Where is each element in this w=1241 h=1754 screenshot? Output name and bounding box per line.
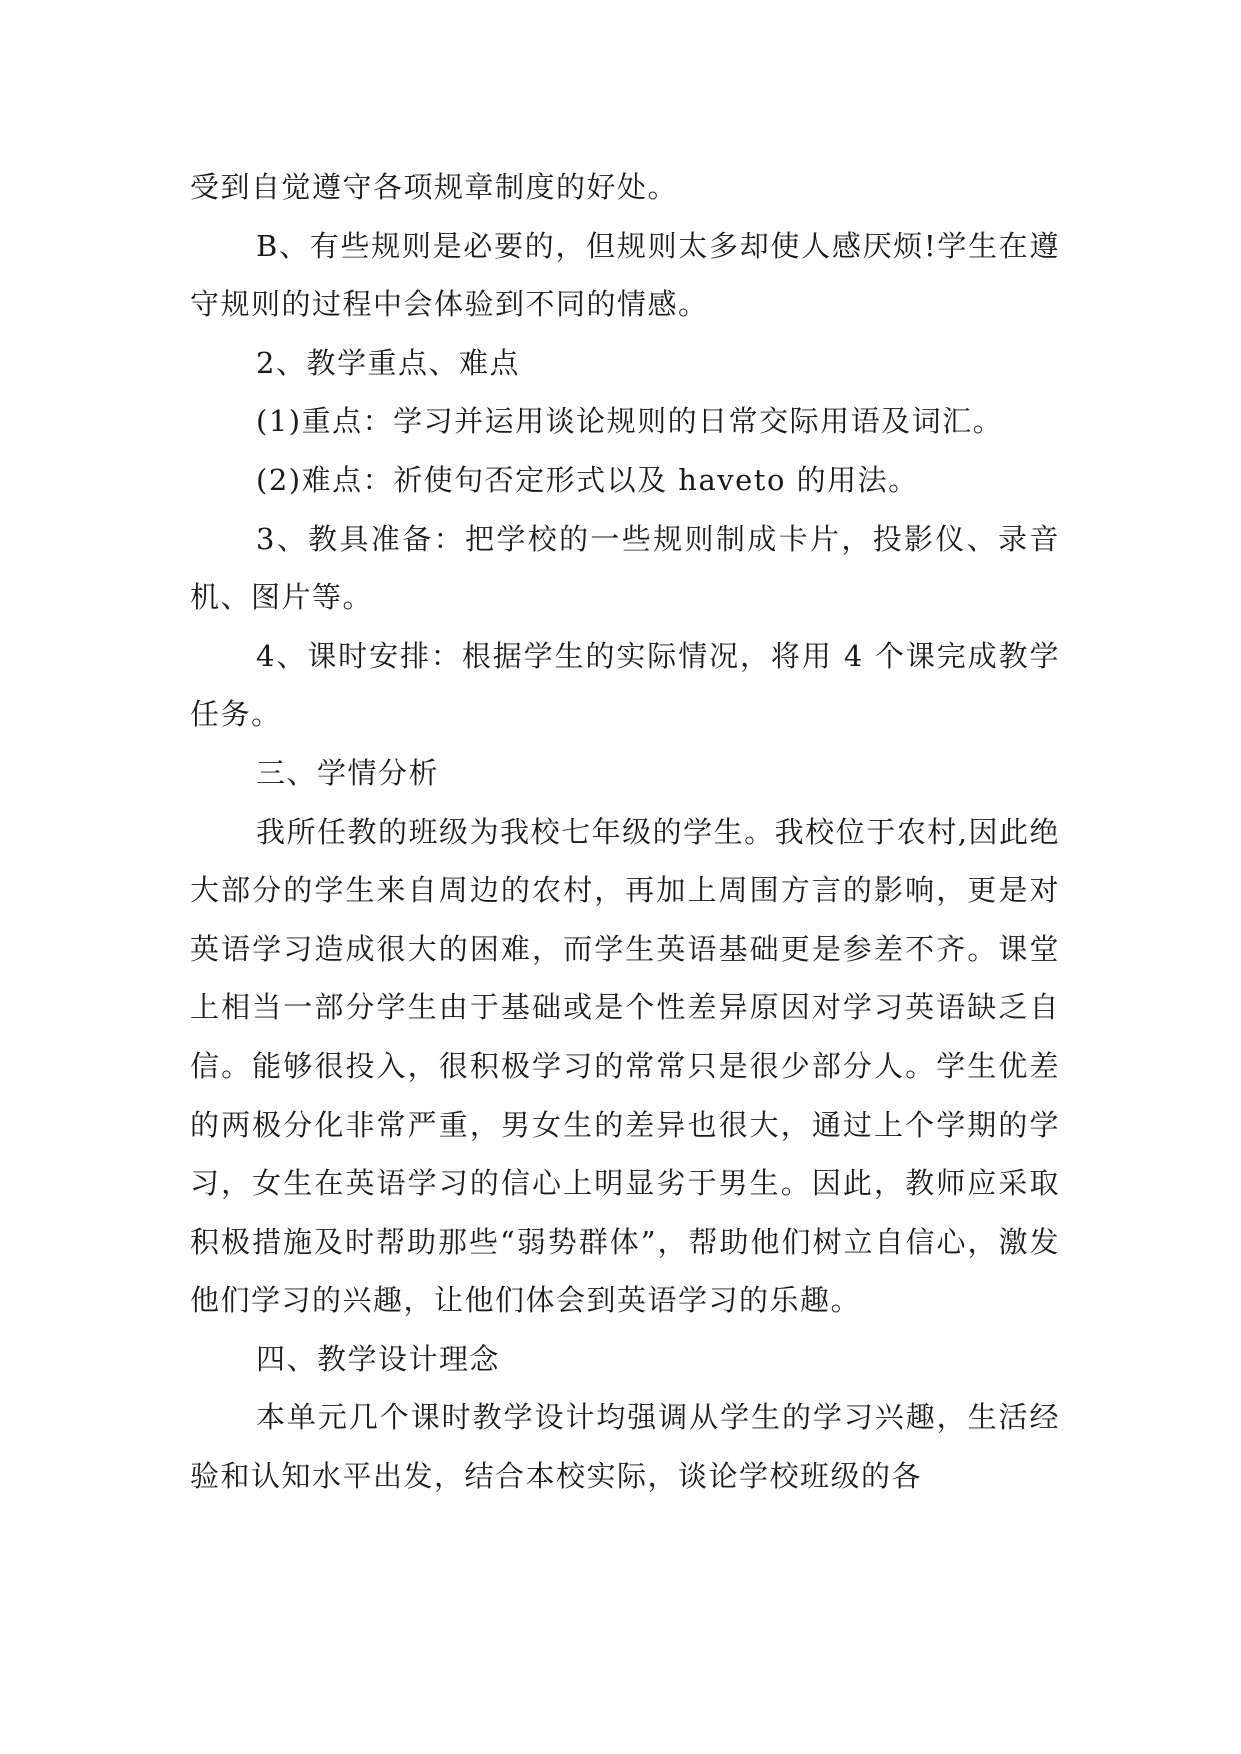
paragraph-difficult-point: (2)难点：祈使句否定形式以及 haveto 的用法。 — [256, 462, 919, 497]
heading-design-concept: 四、教学设计理念 — [256, 1341, 501, 1376]
paragraph-key-point: (1)重点：学习并运用谈论规则的日常交际用语及词汇。 — [256, 404, 1004, 439]
paragraph-teaching-aids: 3、教具准备：把学校的一些规则制成卡片，投影仪、录音机、图片等。 — [190, 521, 1060, 615]
paragraph-design-concept: 本单元几个课时教学设计均强调从学生的学习兴趣，生活经验和认知水平出发，结合本校实际，谈论学校班级的各 — [190, 1400, 1060, 1494]
document-body — [190, 158, 1060, 1506]
paragraph-continuation: 受到自觉遵守各项规章制度的好处。 — [190, 170, 679, 204]
heading-key-difficult-points: 2、教学重点、难点 — [256, 345, 520, 380]
paragraph-class-schedule: 4、课时安排：根据学生的实际情况，将用 4 个课完成教学任务。 — [190, 638, 1060, 732]
heading-student-analysis: 三、学情分析 — [256, 755, 440, 790]
paragraph-rule-feelings: B、有些规则是必要的，但规则太多却使人感厌烦!学生在遵守规则的过程中会体验到不同的情感。 — [190, 228, 1060, 322]
paragraph-student-analysis: 我所任教的班级为我校七年级的学生。我校位于农村,因此绝大部分的学生来自周边的农村，再加上周围方言的影响，更是对英语学习造成很大的困难，而学生英语基础更是参差不齐。课堂上相当一部分学生由于基础或是个性差异原因对学习英语缺乏自信。能够很投入，很积极学习的常常只是很少部分人。学生优差的两极分化非常严重，男女生的差异也很大，通过上个学期的学习，女生在英语学习的信心上明显劣于男生。因此，教师应采取积极措施及时帮助那些“弱势群体”，帮助他们树立自信心，激发他们学习的兴趣，让他们体会到英语学习的乐趣。 — [190, 814, 1060, 1318]
